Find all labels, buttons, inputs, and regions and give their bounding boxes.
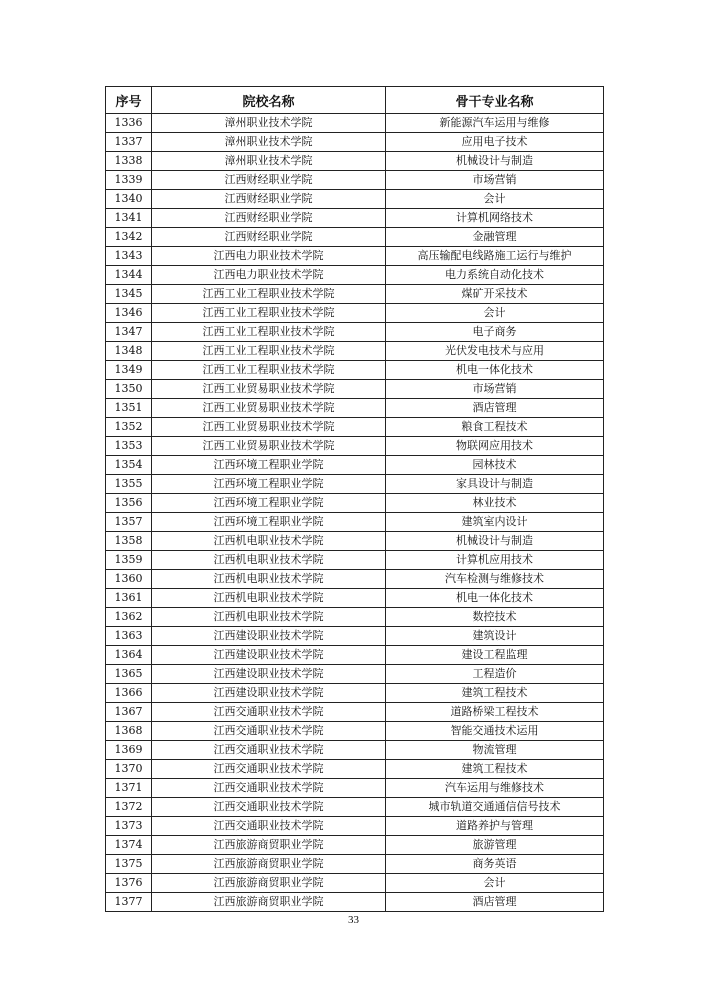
table-row — [106, 380, 604, 399]
cell-major: 酒店管理 — [386, 399, 604, 418]
cell-number: 1360 — [106, 570, 152, 589]
cell-major: 机械设计与制造 — [386, 152, 604, 171]
table-row — [106, 437, 604, 456]
table-row — [106, 133, 604, 152]
cell-school: 江西工业贸易职业技术学院 — [152, 399, 386, 418]
cell-major: 智能交通技术运用 — [386, 722, 604, 741]
table-row — [106, 798, 604, 817]
cell-school: 江西旅游商贸职业学院 — [152, 836, 386, 855]
cell-major: 物流管理 — [386, 741, 604, 760]
cell-school: 江西电力职业技术学院 — [152, 247, 386, 266]
cell-number: 1341 — [106, 209, 152, 228]
table-row — [106, 114, 604, 133]
header-major: 骨干专业名称 — [386, 87, 604, 114]
table-row — [106, 190, 604, 209]
cell-number: 1377 — [106, 893, 152, 912]
cell-school: 江西机电职业技术学院 — [152, 532, 386, 551]
cell-school: 江西环境工程职业学院 — [152, 475, 386, 494]
cell-major: 建筑室内设计 — [386, 513, 604, 532]
cell-major: 电子商务 — [386, 323, 604, 342]
cell-number: 1340 — [106, 190, 152, 209]
cell-major: 机电一体化技术 — [386, 589, 604, 608]
table-row — [106, 779, 604, 798]
cell-number: 1365 — [106, 665, 152, 684]
cell-number: 1375 — [106, 855, 152, 874]
cell-number: 1376 — [106, 874, 152, 893]
cell-number: 1359 — [106, 551, 152, 570]
cell-school: 江西建设职业技术学院 — [152, 684, 386, 703]
table-row — [106, 418, 604, 437]
cell-number: 1361 — [106, 589, 152, 608]
table-row — [106, 399, 604, 418]
cell-school: 江西建设职业技术学院 — [152, 646, 386, 665]
table-row — [106, 855, 604, 874]
table-row — [106, 209, 604, 228]
cell-school: 江西交通职业技术学院 — [152, 760, 386, 779]
cell-school: 江西环境工程职业学院 — [152, 456, 386, 475]
cell-major: 数控技术 — [386, 608, 604, 627]
cell-school: 江西工业工程职业技术学院 — [152, 285, 386, 304]
cell-major: 家具设计与制造 — [386, 475, 604, 494]
cell-number: 1348 — [106, 342, 152, 361]
table-row — [106, 646, 604, 665]
table-body — [106, 114, 604, 912]
cell-major: 城市轨道交通通信信号技术 — [386, 798, 604, 817]
cell-number: 1347 — [106, 323, 152, 342]
cell-number: 1367 — [106, 703, 152, 722]
table-row — [106, 665, 604, 684]
cell-school: 江西工业贸易职业技术学院 — [152, 437, 386, 456]
table-row — [106, 532, 604, 551]
cell-school: 江西财经职业学院 — [152, 209, 386, 228]
cell-school: 江西交通职业技术学院 — [152, 779, 386, 798]
cell-major: 商务英语 — [386, 855, 604, 874]
table-row — [106, 285, 604, 304]
cell-school: 漳州职业技术学院 — [152, 133, 386, 152]
cell-major: 汽车运用与维修技术 — [386, 779, 604, 798]
cell-major: 会计 — [386, 190, 604, 209]
header-row — [106, 87, 604, 114]
cell-number: 1370 — [106, 760, 152, 779]
cell-major: 机电一体化技术 — [386, 361, 604, 380]
table-row — [106, 893, 604, 912]
cell-school: 江西工业工程职业技术学院 — [152, 361, 386, 380]
cell-major: 物联网应用技术 — [386, 437, 604, 456]
table-row — [106, 171, 604, 190]
cell-school: 江西机电职业技术学院 — [152, 570, 386, 589]
cell-school: 江西工业贸易职业技术学院 — [152, 380, 386, 399]
header-school: 院校名称 — [152, 87, 386, 114]
header-number: 序号 — [106, 87, 152, 114]
table-row — [106, 247, 604, 266]
cell-major: 光伏发电技术与应用 — [386, 342, 604, 361]
cell-school: 江西机电职业技术学院 — [152, 551, 386, 570]
cell-major: 园林技术 — [386, 456, 604, 475]
cell-number: 1371 — [106, 779, 152, 798]
cell-number: 1349 — [106, 361, 152, 380]
cell-major: 机械设计与制造 — [386, 532, 604, 551]
cell-major: 道路养护与管理 — [386, 817, 604, 836]
table-row — [106, 684, 604, 703]
table-row — [106, 361, 604, 380]
cell-number: 1338 — [106, 152, 152, 171]
cell-number: 1353 — [106, 437, 152, 456]
cell-school: 江西交通职业技术学院 — [152, 817, 386, 836]
cell-major: 建筑工程技术 — [386, 760, 604, 779]
cell-school: 江西工业贸易职业技术学院 — [152, 418, 386, 437]
cell-major: 计算机网络技术 — [386, 209, 604, 228]
cell-school: 江西财经职业学院 — [152, 190, 386, 209]
cell-school: 江西旅游商贸职业学院 — [152, 893, 386, 912]
table-row — [106, 874, 604, 893]
table-row — [106, 342, 604, 361]
cell-number: 1339 — [106, 171, 152, 190]
cell-major: 会计 — [386, 874, 604, 893]
cell-number: 1352 — [106, 418, 152, 437]
cell-school: 江西工业工程职业技术学院 — [152, 323, 386, 342]
table-row — [106, 513, 604, 532]
cell-number: 1350 — [106, 380, 152, 399]
table-row — [106, 836, 604, 855]
cell-school: 漳州职业技术学院 — [152, 152, 386, 171]
cell-number: 1358 — [106, 532, 152, 551]
cell-school: 江西建设职业技术学院 — [152, 665, 386, 684]
cell-school: 江西交通职业技术学院 — [152, 703, 386, 722]
cell-major: 电力系统自动化技术 — [386, 266, 604, 285]
cell-school: 江西建设职业技术学院 — [152, 627, 386, 646]
cell-number: 1355 — [106, 475, 152, 494]
cell-number: 1363 — [106, 627, 152, 646]
cell-number: 1357 — [106, 513, 152, 532]
cell-major: 建筑工程技术 — [386, 684, 604, 703]
cell-school: 江西环境工程职业学院 — [152, 513, 386, 532]
table-row — [106, 722, 604, 741]
table-row — [106, 266, 604, 285]
table-row — [106, 703, 604, 722]
cell-number: 1344 — [106, 266, 152, 285]
cell-major: 汽车检测与维修技术 — [386, 570, 604, 589]
cell-number: 1368 — [106, 722, 152, 741]
table-row — [106, 551, 604, 570]
cell-number: 1336 — [106, 114, 152, 133]
majors-table — [105, 86, 604, 912]
cell-major: 道路桥梁工程技术 — [386, 703, 604, 722]
cell-major: 市场营销 — [386, 171, 604, 190]
cell-school: 江西财经职业学院 — [152, 228, 386, 247]
table-header — [106, 87, 604, 114]
table-row — [106, 570, 604, 589]
table-row — [106, 456, 604, 475]
cell-school: 江西旅游商贸职业学院 — [152, 855, 386, 874]
cell-major: 建筑设计 — [386, 627, 604, 646]
cell-major: 应用电子技术 — [386, 133, 604, 152]
cell-number: 1374 — [106, 836, 152, 855]
table-row — [106, 760, 604, 779]
cell-major: 建设工程监理 — [386, 646, 604, 665]
cell-number: 1337 — [106, 133, 152, 152]
table-row — [106, 627, 604, 646]
cell-school: 江西工业工程职业技术学院 — [152, 342, 386, 361]
cell-major: 新能源汽车运用与维修 — [386, 114, 604, 133]
cell-major: 会计 — [386, 304, 604, 323]
table-row — [106, 741, 604, 760]
cell-school: 江西电力职业技术学院 — [152, 266, 386, 285]
cell-number: 1373 — [106, 817, 152, 836]
cell-major: 酒店管理 — [386, 893, 604, 912]
cell-number: 1364 — [106, 646, 152, 665]
cell-number: 1366 — [106, 684, 152, 703]
cell-number: 1342 — [106, 228, 152, 247]
page-number: 33 — [348, 914, 359, 926]
cell-school: 江西交通职业技术学院 — [152, 798, 386, 817]
cell-major: 煤矿开采技术 — [386, 285, 604, 304]
table-row — [106, 817, 604, 836]
cell-major: 工程造价 — [386, 665, 604, 684]
cell-school: 漳州职业技术学院 — [152, 114, 386, 133]
cell-school: 江西旅游商贸职业学院 — [152, 874, 386, 893]
table-row — [106, 152, 604, 171]
table-row — [106, 494, 604, 513]
cell-major: 粮食工程技术 — [386, 418, 604, 437]
cell-number: 1362 — [106, 608, 152, 627]
cell-major: 市场营销 — [386, 380, 604, 399]
cell-school: 江西交通职业技术学院 — [152, 722, 386, 741]
table-row — [106, 304, 604, 323]
cell-school: 江西财经职业学院 — [152, 171, 386, 190]
table-row — [106, 323, 604, 342]
cell-school: 江西环境工程职业学院 — [152, 494, 386, 513]
cell-school: 江西机电职业技术学院 — [152, 608, 386, 627]
cell-number: 1369 — [106, 741, 152, 760]
cell-number: 1372 — [106, 798, 152, 817]
cell-number: 1356 — [106, 494, 152, 513]
cell-number: 1346 — [106, 304, 152, 323]
cell-school: 江西机电职业技术学院 — [152, 589, 386, 608]
cell-school: 江西交通职业技术学院 — [152, 741, 386, 760]
cell-major: 旅游管理 — [386, 836, 604, 855]
table-row — [106, 475, 604, 494]
cell-major: 林业技术 — [386, 494, 604, 513]
cell-school: 江西工业工程职业技术学院 — [152, 304, 386, 323]
table-row — [106, 608, 604, 627]
cell-major: 高压输配电线路施工运行与维护 — [386, 247, 604, 266]
cell-number: 1345 — [106, 285, 152, 304]
cell-number: 1351 — [106, 399, 152, 418]
cell-number: 1343 — [106, 247, 152, 266]
cell-number: 1354 — [106, 456, 152, 475]
cell-major: 计算机应用技术 — [386, 551, 604, 570]
table-row — [106, 228, 604, 247]
table-row — [106, 589, 604, 608]
cell-major: 金融管理 — [386, 228, 604, 247]
